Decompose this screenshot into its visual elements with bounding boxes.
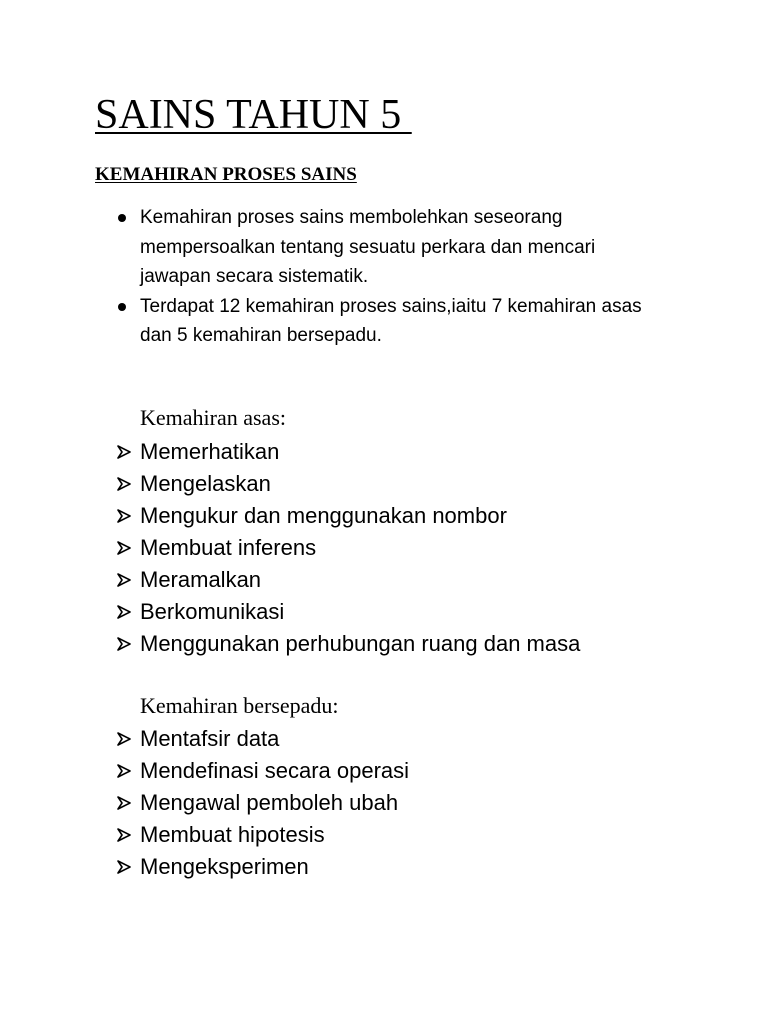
arrowhead-bullet-icon <box>116 755 140 787</box>
integrated-skill-label: Mengawal pemboleh ubah <box>140 790 399 815</box>
integrated-skill-label: Membuat hipotesis <box>140 822 325 847</box>
arrowhead-bullet-icon <box>116 596 140 628</box>
integrated-skill-item <box>116 851 409 883</box>
intro-bullet-text: Kemahiran proses sains membolehkan seseorang mempersoalkan tentang sesuatu perkara dan mencari jawapan secara sistematik. <box>140 207 596 287</box>
intro-bullet-item <box>140 292 660 351</box>
arrowhead-bullet-icon <box>116 787 140 819</box>
intro-bullet-list <box>140 203 660 351</box>
integrated-skill-item <box>116 723 409 755</box>
basic-skill-item <box>116 500 580 532</box>
basic-skill-item <box>116 532 580 564</box>
arrowhead-bullet-icon <box>116 532 140 564</box>
basic-skill-item <box>116 436 580 468</box>
basic-skill-item <box>116 468 580 500</box>
basic-skill-label: Menggunakan perhubungan ruang dan masa <box>140 631 581 656</box>
integrated-skill-label: Mendefinasi secara operasi <box>140 758 410 783</box>
arrowhead-bullet-icon <box>116 819 140 851</box>
filled-circle-bullet-icon <box>118 214 126 222</box>
filled-circle-bullet-icon <box>118 303 126 311</box>
basic-skill-label: Meramalkan <box>140 567 262 592</box>
arrowhead-bullet-icon <box>116 500 140 532</box>
arrowhead-bullet-icon <box>116 723 140 755</box>
integrated-skill-label: Mentafsir data <box>140 726 280 751</box>
document-title: SAINS TAHUN 5 <box>95 92 412 138</box>
basic-skills-list <box>116 436 580 660</box>
intro-bullet-item <box>140 203 660 292</box>
basic-skill-label: Memerhatikan <box>140 439 280 464</box>
integrated-skill-item <box>116 819 409 851</box>
basic-skill-label: Mengelaskan <box>140 471 271 496</box>
integrated-skill-item <box>116 787 409 819</box>
basic-skill-label: Membuat inferens <box>140 535 317 560</box>
basic-skill-label: Mengukur dan menggunakan nombor <box>140 503 507 528</box>
basic-skill-item <box>116 564 580 596</box>
integrated-skill-item <box>116 755 409 787</box>
arrowhead-bullet-icon <box>116 468 140 500</box>
arrowhead-bullet-icon <box>116 628 140 660</box>
arrowhead-bullet-icon <box>116 436 140 468</box>
basic-skill-item <box>116 628 580 660</box>
arrowhead-bullet-icon <box>116 851 140 883</box>
basic-skills-heading: Kemahiran asas: <box>140 405 286 430</box>
document-subtitle: KEMAHIRAN PROSES SAINS <box>95 164 357 185</box>
intro-bullet-text: Terdapat 12 kemahiran proses sains,iaitu 7 kemahiran asas dan 5 kemahiran bersepadu. <box>140 295 642 346</box>
integrated-skills-list <box>116 723 409 883</box>
basic-skill-label: Berkomunikasi <box>140 599 285 624</box>
arrowhead-bullet-icon <box>116 564 140 596</box>
basic-skill-item <box>116 596 580 628</box>
integrated-skills-heading: Kemahiran bersepadu: <box>140 693 339 718</box>
integrated-skill-label: Mengeksperimen <box>140 854 309 879</box>
